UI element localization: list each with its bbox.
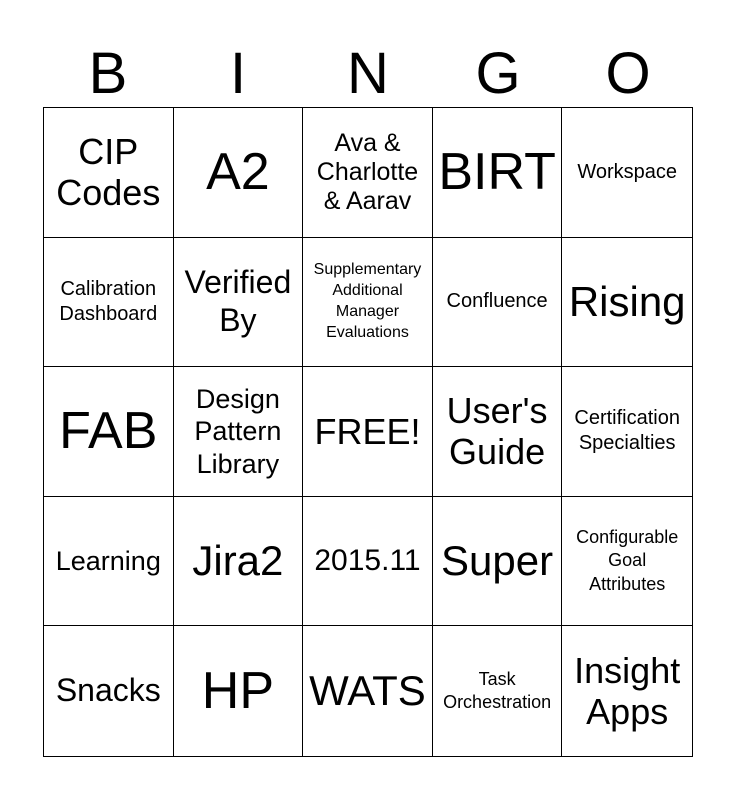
bingo-cell-r4c1[interactable]: [44, 497, 174, 627]
cell-label: HP: [201, 661, 275, 720]
header-letter-b: B: [88, 41, 128, 106]
cell-label: Workspace: [577, 160, 678, 183]
bingo-header: [43, 38, 693, 110]
cell-label: WATS: [309, 667, 426, 715]
cell-label: Super: [441, 537, 554, 584]
cell-label: Certification Specialties: [574, 407, 680, 455]
cell-label: Verified By: [184, 264, 292, 338]
bingo-cell-r1c3[interactable]: [303, 108, 433, 238]
cell-label: Learning: [55, 545, 161, 576]
cell-label: Jira2: [192, 537, 284, 584]
cell-label: Configurable Goal Attributes: [576, 527, 679, 594]
bingo-cell-r3c2[interactable]: [174, 367, 304, 497]
cell-label: Snacks: [55, 672, 161, 709]
cell-label: A2: [206, 143, 270, 201]
cell-label: Supplementary Additional Manager Evaluations: [313, 261, 422, 341]
bingo-cell-r3c1[interactable]: [44, 367, 174, 497]
bingo-cell-r3c3[interactable]: [303, 367, 433, 497]
header-letter-g: G: [475, 41, 521, 106]
bingo-cell-r1c1[interactable]: [44, 108, 174, 238]
cell-label: BIRT: [438, 143, 556, 201]
bingo-cell-r2c1[interactable]: [44, 238, 174, 368]
bingo-cell-r1c2[interactable]: [174, 108, 304, 238]
header-letter-i: I: [229, 41, 247, 106]
bingo-cell-r5c5[interactable]: [562, 626, 692, 756]
cell-label: Task Orchestration: [443, 668, 552, 713]
bingo-cell-r1c5[interactable]: [562, 108, 692, 238]
bingo-cell-r4c5[interactable]: [562, 497, 692, 627]
cell-label: FREE!: [314, 410, 421, 452]
cell-label: 2015.11: [314, 544, 421, 578]
header-letter-n: N: [347, 41, 389, 106]
cell-label: Confluence: [446, 290, 548, 313]
bingo-cell-r5c4[interactable]: [433, 626, 563, 756]
bingo-cell-r5c1[interactable]: [44, 626, 174, 756]
bingo-cell-r1c4[interactable]: [433, 108, 563, 238]
cell-label: Design Pattern Library: [194, 383, 282, 479]
bingo-cell-r3c4[interactable]: [433, 367, 563, 497]
bingo-cell-r5c3[interactable]: [303, 626, 433, 756]
bingo-cell-r2c4[interactable]: [433, 238, 563, 368]
bingo-cell-r4c4[interactable]: [433, 497, 563, 627]
cell-label: Insight Apps: [574, 649, 681, 733]
bingo-cell-r2c3[interactable]: [303, 238, 433, 368]
bingo-board: [43, 107, 693, 757]
bingo-cell-r5c2[interactable]: [174, 626, 304, 756]
cell-label: Rising: [568, 277, 686, 325]
cell-label: CIP Codes: [56, 130, 161, 214]
cell-label: FAB: [59, 402, 158, 461]
bingo-cell-r2c2[interactable]: [174, 238, 304, 368]
cell-label: Calibration Dashboard: [59, 277, 158, 325]
cell-label: Ava & Charlotte & Aarav: [316, 129, 419, 215]
cell-label: User's Guide: [446, 390, 548, 473]
bingo-cell-r2c5[interactable]: [562, 238, 692, 368]
header-letter-o: O: [605, 41, 651, 106]
bingo-cell-r4c3[interactable]: [303, 497, 433, 627]
bingo-cell-r3c5[interactable]: [562, 367, 692, 497]
bingo-cell-r4c2[interactable]: [174, 497, 304, 627]
